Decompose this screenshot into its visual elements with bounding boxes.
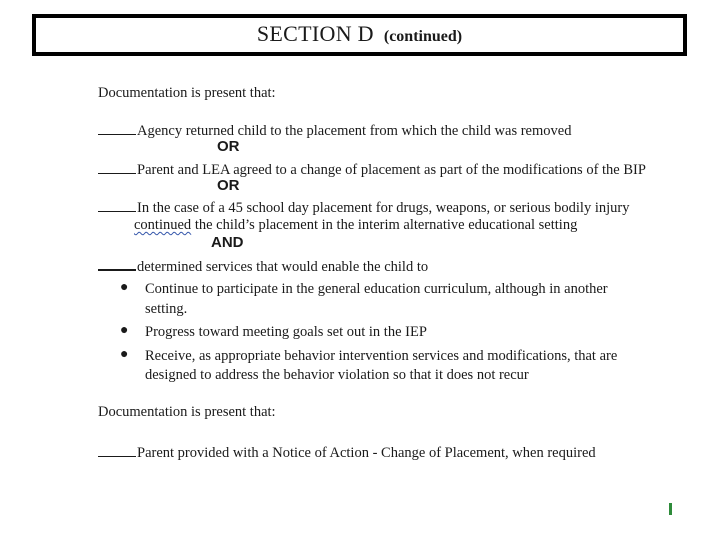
bullet-icon: ●	[120, 347, 129, 362]
page-marker	[669, 503, 672, 515]
checklist-item-45-day-placement	[98, 198, 629, 217]
section-header-inner	[36, 18, 683, 52]
bullet-text: Continue to participate in the general education curriculum, although in another	[145, 281, 608, 297]
checkbox-blank[interactable]	[98, 443, 136, 457]
section-title: SECTION D	[256, 21, 374, 46]
checklist-item-45-day-continuation	[134, 216, 577, 234]
section2-intro: Documentation is present that:	[98, 404, 276, 420]
item-text: In the case of a 45 school day placement for drugs, weapons, or serious bodily injury	[137, 200, 630, 216]
bullet-text: setting.	[145, 301, 188, 317]
checkbox-blank[interactable]	[98, 121, 136, 135]
bullet-text: Receive, as appropriate behavior intervention services and modifications, that are	[145, 348, 618, 364]
item-text: Parent provided with a Notice of Action - Change of Placement, when required	[137, 445, 596, 461]
bullet-icon: ●	[120, 280, 129, 295]
or-connector: OR	[217, 177, 240, 194]
checkbox-blank[interactable]	[98, 256, 136, 271]
bullet-text: designed to address the behavior violation so that it does not recur	[145, 367, 529, 383]
checklist-item-determined-services	[98, 256, 428, 276]
item-text: determined services that would enable the child to	[137, 259, 429, 275]
checklist-item-parent-lea-agreed	[98, 160, 646, 179]
item-text: Agency returned child to the placement from which the child was removed	[137, 123, 572, 139]
section-subtitle: (continued)	[383, 28, 463, 45]
section-header	[32, 14, 687, 56]
and-connector: AND	[211, 234, 244, 251]
checklist-item-agency-returned	[98, 121, 571, 140]
bullet-icon: ●	[120, 323, 129, 338]
section1-intro: Documentation is present that:	[98, 85, 276, 101]
or-connector: OR	[217, 138, 240, 155]
item-text: the child’s placement in the interim alternative educational setting	[191, 217, 578, 233]
checkbox-blank[interactable]	[98, 198, 136, 212]
spellcheck-word: continued	[134, 217, 192, 233]
bullet-text: Progress toward meeting goals set out in the IEP	[145, 324, 427, 340]
item-text: Parent and LEA agreed to a change of placement as part of the modifications of the BIP	[137, 162, 646, 178]
checklist-item-notice-of-action	[98, 443, 596, 462]
checkbox-blank[interactable]	[98, 160, 136, 174]
